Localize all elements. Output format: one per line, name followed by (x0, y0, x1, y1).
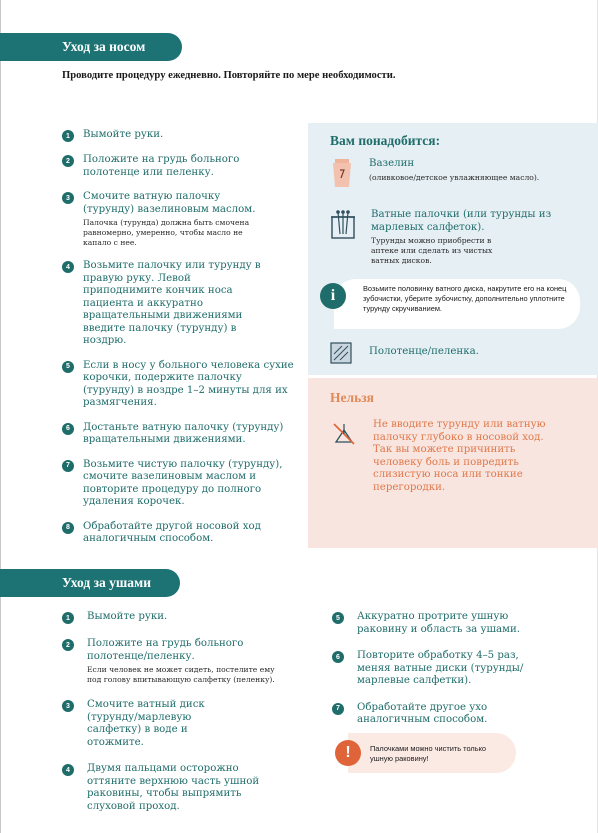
step-number-badge: 7 (332, 703, 344, 715)
nose-step (62, 129, 294, 142)
ear-step (62, 638, 302, 685)
forbidden-panel (308, 378, 598, 548)
step-text: Двумя пальцами осторожно оттяните верхнюю часть ушной раковины, чтобы выпрямить слуховой проход. (87, 763, 260, 812)
step-text: Если в носу у больного человека сухие корочки, подержите палочку (турунду) в ноздре 1–2 минуты для их размягчения. (83, 359, 294, 408)
step-number-badge: 2 (62, 155, 74, 167)
supply-note: (оливковое/детское увлажняющее масло). (369, 172, 540, 182)
step-text: Вымойте руки. (87, 611, 168, 622)
exclamation-icon: ! (335, 740, 361, 766)
step-text: Аккуратно протрите ушную раковину и область за ушами. (357, 611, 520, 635)
nose-step (62, 360, 294, 410)
step-number-badge: 1 (62, 130, 74, 142)
step-text: Смочите ватный диск (турунду/марлевую салфетку) в воде и отожмите. (87, 699, 205, 748)
vaseline-tube-icon (330, 158, 354, 186)
step-number-badge: 6 (332, 651, 344, 663)
nose-steps-list (62, 129, 294, 558)
step-text: Положите на грудь больного полотенце/пеленку. (87, 638, 244, 662)
step-text: Положите на грудь больного полотенце или пеленку. (83, 154, 240, 178)
nose-step (62, 459, 294, 509)
no-swab-icon (330, 420, 358, 448)
info-callout-text: Возьмите половинку ватного диска, накрутите его на конец зубочистки, уберите зубочистку, дополнительно уплотните турунду скручиванием. (363, 284, 567, 313)
supply-label: Полотенце/пеленка. (369, 346, 479, 357)
nose-section-header (0, 33, 182, 61)
step-text: Обработайте другой носовой ход аналогичным способом. (83, 520, 261, 544)
supply-note: Турунды можно приобрести в аптеке или сделать из чистых ватных дисков. (371, 236, 493, 265)
supply-label: Ватные палочки (или турунды из марлевых салфеток). (371, 209, 552, 233)
ear-step (332, 702, 572, 727)
nose-section-title: Уход за носом (62, 39, 146, 54)
forbidden-title: Нельзя (330, 390, 374, 405)
info-icon: i (320, 283, 346, 309)
ears-steps-right (332, 611, 572, 739)
supply-item (330, 209, 561, 266)
ear-step (332, 611, 572, 636)
step-number-badge: 2 (62, 639, 74, 651)
step-number-badge: 3 (62, 700, 74, 712)
supplies-title: Вам понадобится: (330, 133, 441, 148)
step-text: Вымойте руки. (83, 129, 164, 140)
nose-step (62, 260, 294, 348)
supply-label: Вазелин (369, 158, 415, 169)
step-number-badge: 4 (62, 764, 74, 776)
nose-intro: Проводите процедуру ежедневно. Повторяйте по мере необходимости. (62, 70, 396, 81)
supply-item (330, 158, 559, 186)
ears-steps-left (62, 611, 302, 825)
ear-step (62, 763, 302, 813)
step-note: Если человек не может сидеть, постелите ему под голову впитывающую салфетку (пеленку). (87, 665, 275, 684)
step-text: Обработайте другое ухо аналогичным способом. (357, 701, 488, 725)
ear-step (332, 650, 572, 688)
ear-step (62, 699, 302, 749)
warning-callout-text: Палочками можно чистить только ушную раковину! (370, 744, 486, 763)
step-number-badge: 1 (62, 612, 74, 624)
nose-step (62, 191, 294, 248)
supply-item (330, 342, 559, 370)
step-number-badge: 7 (62, 460, 74, 472)
forbidden-text: Не вводите турунду или ватную палочку глубоко в носовой ход. Так вы можете причинить человеку боль и повредить слизистую носа или тонкие перегородки. (373, 419, 546, 493)
step-text: Достаньте ватную палочку (турунду) вращательными движениями. (83, 421, 284, 445)
step-number-badge: 5 (332, 612, 344, 624)
cotton-swabs-icon (330, 209, 356, 237)
towel-icon (330, 342, 354, 370)
step-note: Палочка (турунда) должна быть смочена равномерно, умеренно, чтобы масло не капало с нее. (83, 218, 250, 247)
step-text: Смочите ватную палочку (турунду) вазелиновым маслом. (83, 191, 256, 215)
step-number-badge: 5 (62, 361, 74, 373)
step-number-badge: 6 (62, 423, 74, 435)
step-number-badge: 3 (62, 192, 74, 204)
step-text: Возьмите палочку или турунду в правую руку. Левой приподнимите кончик носа пациента и аккуратно вращательными движениями введите палочку (турунду) в ноздрю. (83, 260, 261, 346)
step-text: Возьмите чистую палочку (турунду), смочите вазелиновым маслом и повторите процедуру до полного удаления корочек. (83, 458, 283, 507)
step-text: Повторите обработку 4–5 раз, меняя ватные диски (турунды/марлевые салфетки). (357, 650, 524, 686)
ear-step (62, 611, 302, 624)
step-number-badge: 8 (62, 522, 74, 534)
supplies-panel (308, 123, 598, 375)
nose-step (62, 521, 294, 546)
nose-step (62, 154, 294, 179)
step-number-badge: 4 (62, 261, 74, 273)
nose-step (62, 422, 294, 447)
ears-section-title: Уход за ушами (62, 575, 152, 590)
ears-section-header (0, 569, 180, 597)
page-border-left (0, 0, 1, 833)
